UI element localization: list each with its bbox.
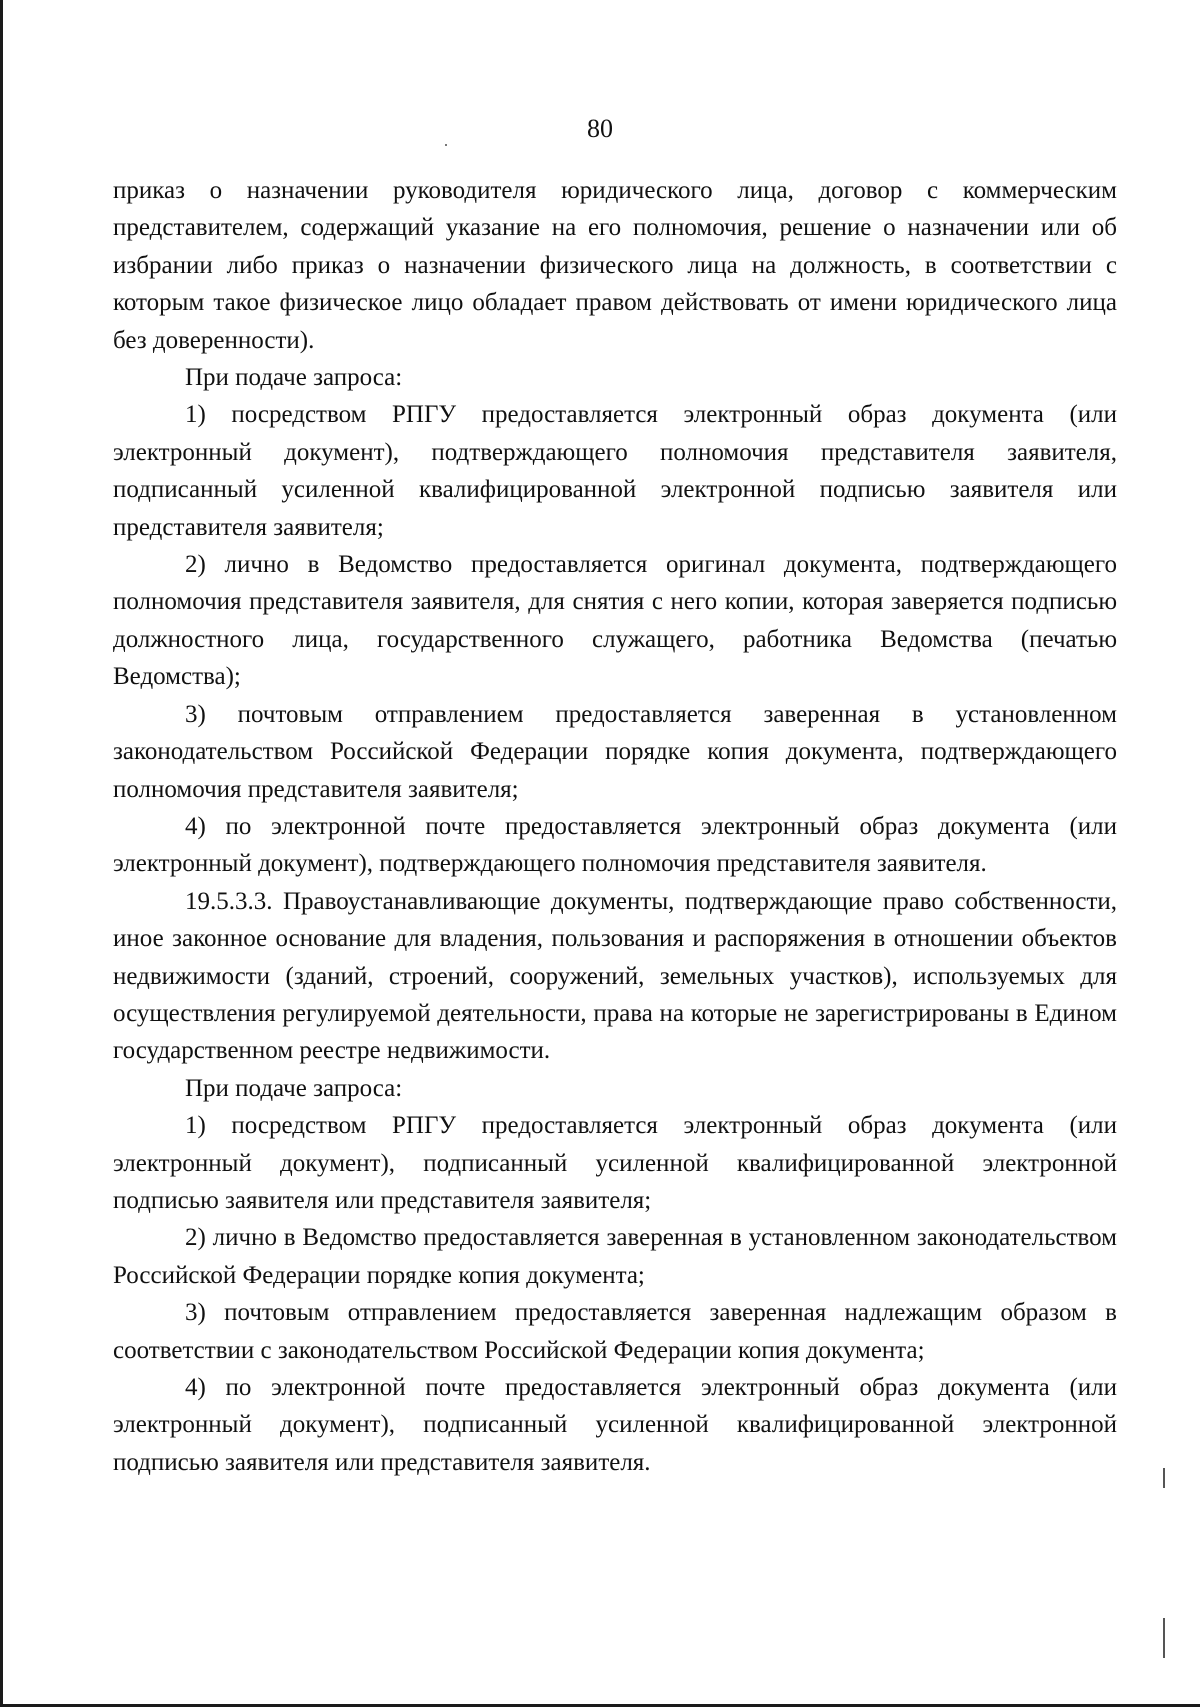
paragraph: При подаче запроса:: [185, 1074, 403, 1102]
paragraph: приказ о назначении руководителя юридического лица, договор с коммерческим представителем, содержащий указание на его полномочия, решение о назначении или об избрании либо приказ о назначении физического лица на должность, в соответствии с которым такое физическое лицо обладает правом действовать от имени юридического лица без доверенности).: [113, 177, 1117, 354]
document-body: [113, 172, 1117, 1481]
paragraph: 3) почтовым отправлением предоставляется заверенная в установленном законодательством Российской Федерации порядке копия документа, подтверждающего полномочия представителя заявителя;: [113, 700, 1117, 803]
scan-mark: [1163, 1618, 1165, 1658]
paragraph: 1) посредством РПГУ предоставляется электронный образ документа (или электронный документ), подтверждающего полномочия представителя заявителя, подписанный усиленной квалифицированной электронной подписью заявителя или представителя заявителя;: [113, 401, 1117, 541]
scan-left-edge: [0, 0, 3, 1707]
page-number: 80: [587, 114, 613, 143]
paragraph: 19.5.3.3. Правоустанавливающие документы, подтверждающие право собственности, иное законное основание для владения, пользования и распоряжения в отношении объектов недвижимости (зданий, строений, сооружений, земельных участков), используемых для осуществления регулируемой деятельности, права на которые не зарегистрированы в Едином государственном реестре недвижимости.: [113, 887, 1117, 1065]
paragraph: 2) лично в Ведомство предоставляется оригинал документа, подтверждающего полномочия представителя заявителя, для снятия с него копии, которая заверяется подписью должностного лица, государственного служащего, работника Ведомства (печатью Ведомства);: [113, 551, 1117, 691]
paragraph: 1) посредством РПГУ предоставляется электронный образ документа (или электронный документ), подписанный усиленной квалифицированной электронной подписью заявителя или представителя заявителя;: [113, 1112, 1117, 1214]
paragraph: 4) по электронной почте предоставляется электронный образ документа (или электронный документ), подписанный усиленной квалифицированной электронной подписью заявителя или представителя заявителя.: [113, 1374, 1117, 1476]
scan-mark: [1163, 1468, 1165, 1488]
paragraph: 2) лично в Ведомство предоставляется заверенная в установленном законодательством Российской Федерации порядке копия документа;: [113, 1224, 1117, 1289]
paragraph: 3) почтовым отправлением предоставляется заверенная надлежащим образом в соответствии с законодательством Российской Федерации копия документа;: [113, 1299, 1117, 1364]
scan-dot: [445, 144, 447, 146]
paragraph: При подаче запроса:: [185, 364, 403, 392]
paragraph: 4) по электронной почте предоставляется электронный образ документа (или электронный документ), подтверждающего полномочия представителя заявителя.: [113, 812, 1117, 878]
